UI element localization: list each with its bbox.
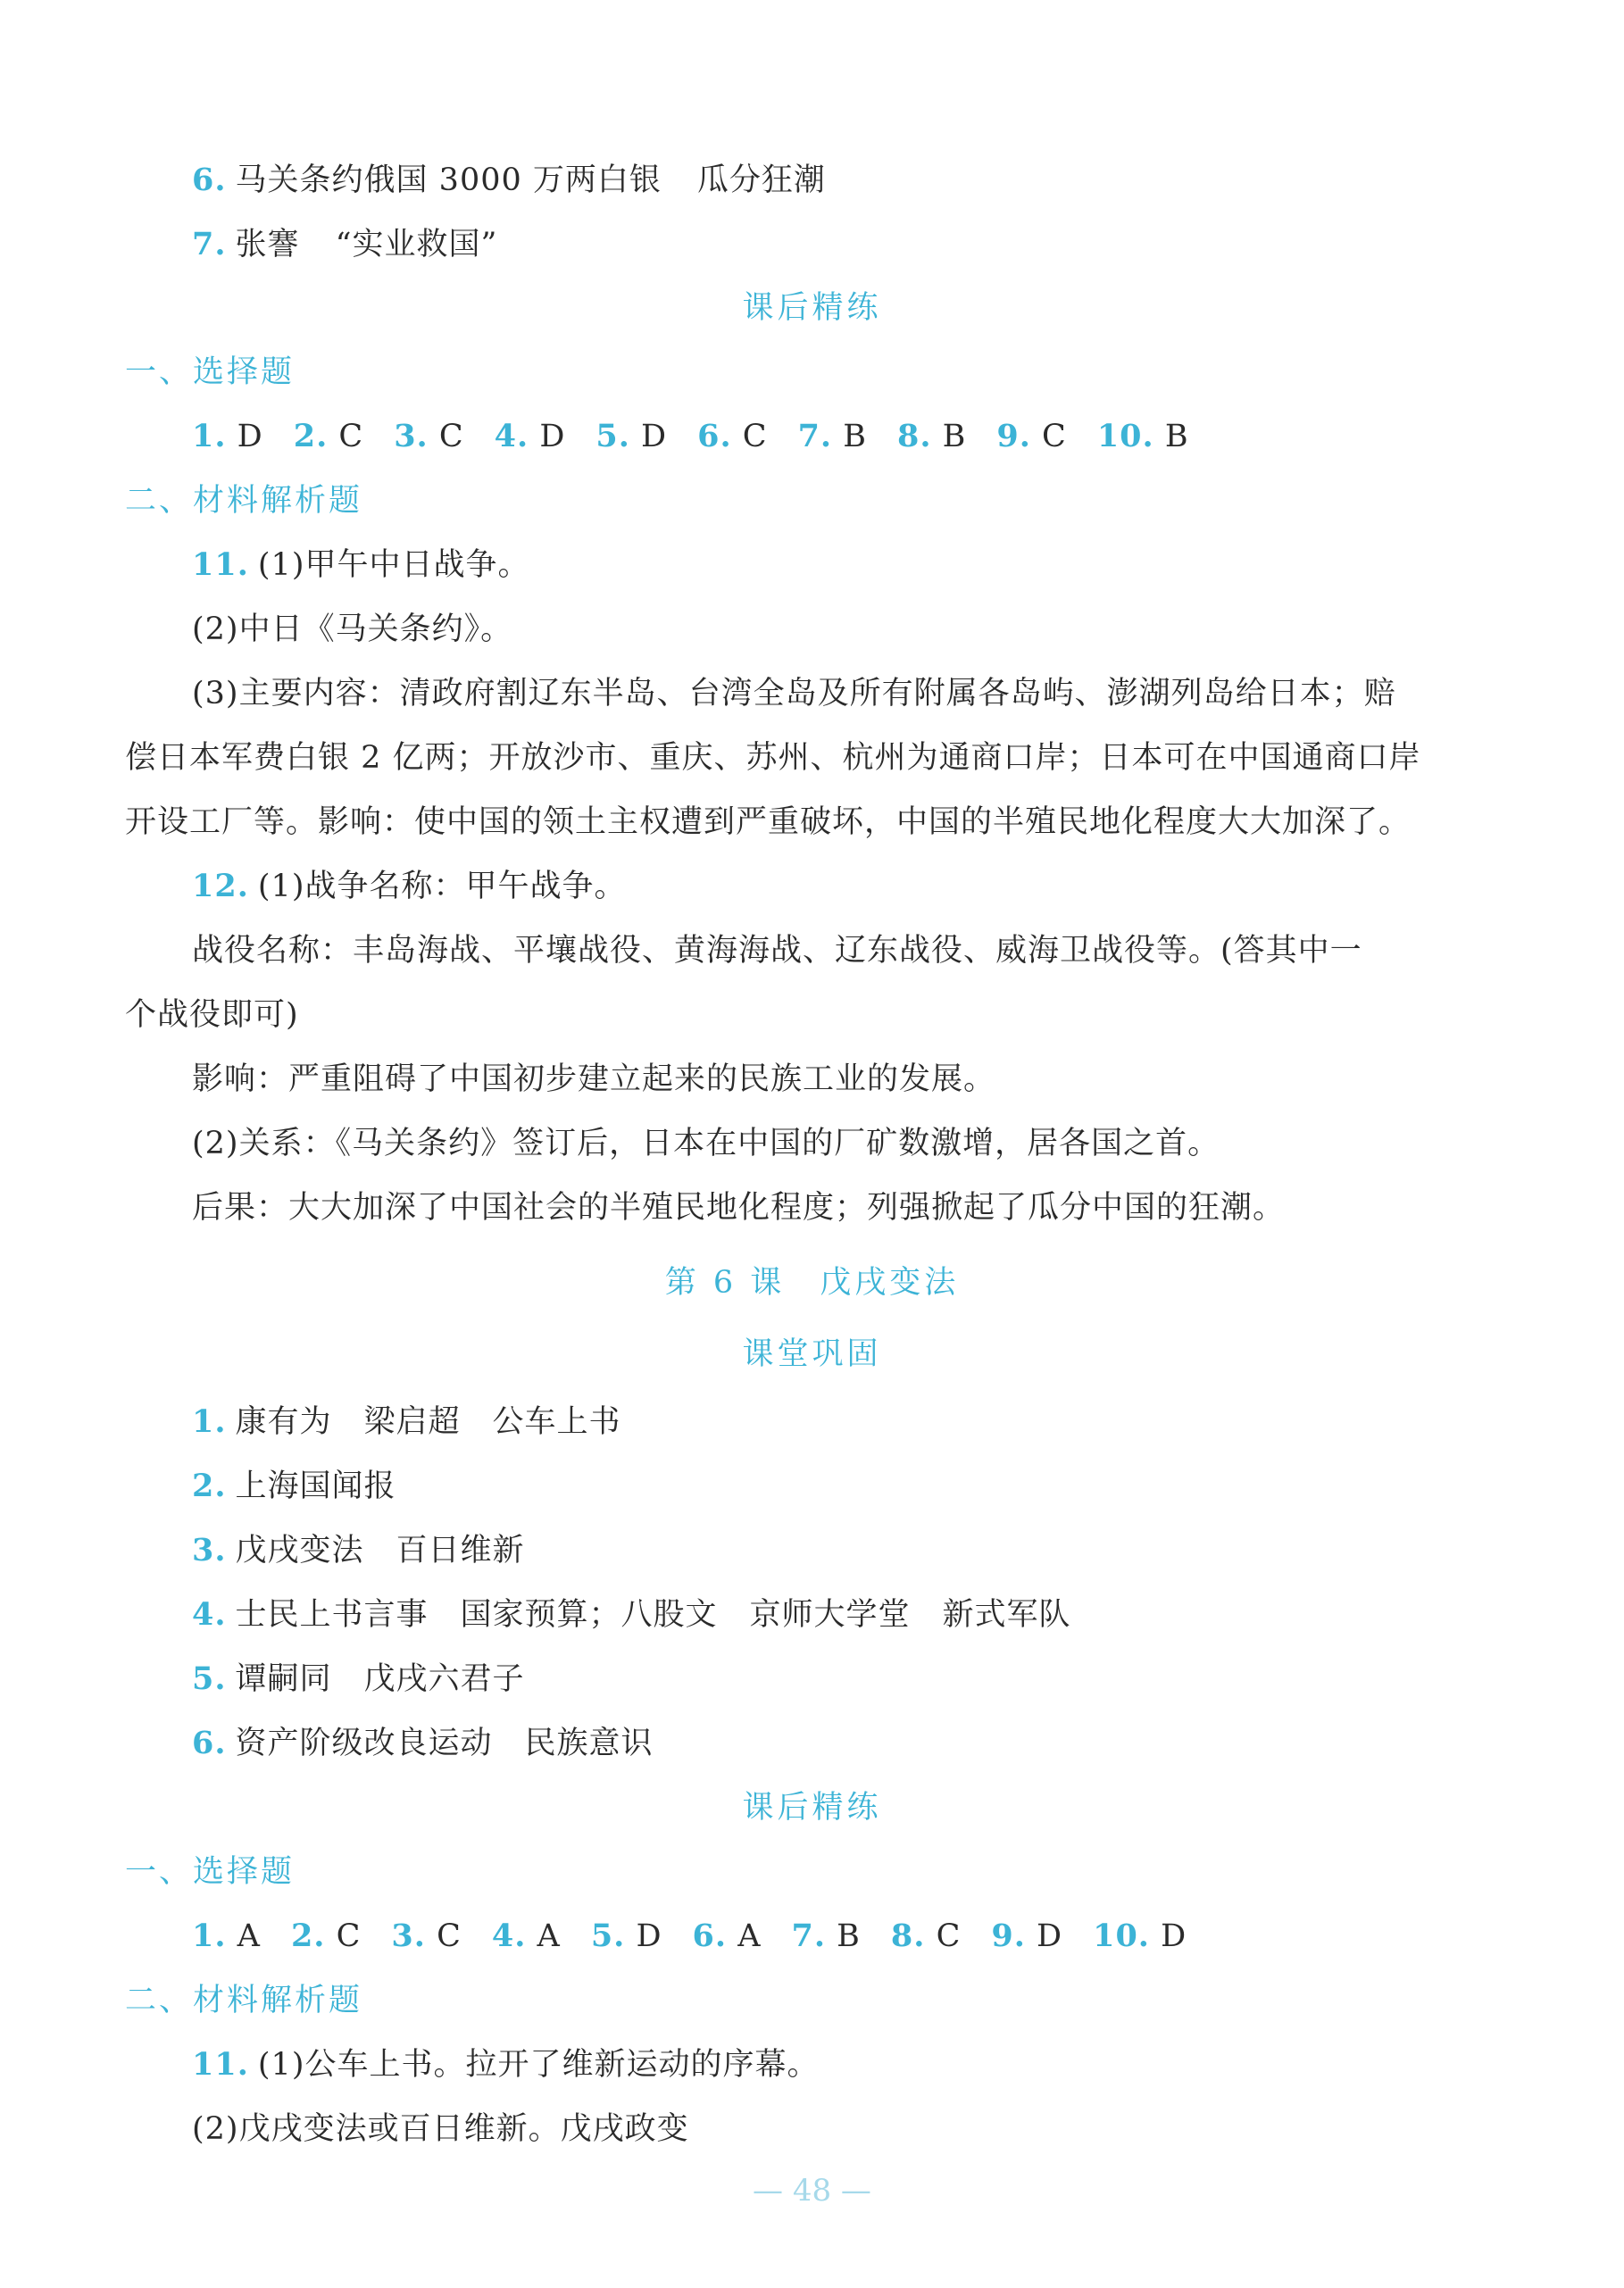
answer-line-11-3: (3)主要内容：清政府割辽东半岛、台湾全岛及所有附属各岛屿、澎湖列岛给日本；赔 xyxy=(192,676,1396,711)
answer-text: (1)甲午中日战争。 xyxy=(257,547,530,583)
answer-line-11-3-cont2: 开设工厂等。影响：使中国的领土主权遭到严重破坏，中国的半殖民地化程度大大加深了。 xyxy=(125,804,1412,840)
choice-answer xyxy=(192,1918,261,1954)
choice-number: 10. xyxy=(1096,418,1154,454)
choice-answer xyxy=(996,419,1066,454)
choice-letter: C xyxy=(425,1918,462,1954)
choice-letter: D xyxy=(629,419,668,454)
choice-number: 4. xyxy=(491,1918,527,1954)
choice-letter: D xyxy=(226,419,263,454)
answer-text: (1)公车上书。拉开了维新运动的序幕。 xyxy=(257,2047,820,2083)
lesson6-answer-11-2: (2)戊戌变法或百日维新。戊戌政变 xyxy=(192,2111,689,2147)
choice-number: 7. xyxy=(791,1918,827,1954)
choice-number: 4. xyxy=(494,418,529,454)
choice-number: 9. xyxy=(991,1918,1026,1954)
choice-answer xyxy=(492,1918,561,1954)
answer-text: 谭嗣同 戊戌六君子 xyxy=(235,1661,525,1697)
answer-text: “实业救国” xyxy=(335,227,498,262)
answer-line-12-3: 影响：严重阻碍了中国初步建立起来的民族工业的发展。 xyxy=(192,1061,996,1097)
classroom-answer-1 xyxy=(0,1402,1624,1442)
choice-letter: C xyxy=(1030,419,1067,454)
answer-line-12-2-cont: 个战役即可) xyxy=(125,997,299,1033)
choice-letter: B xyxy=(826,1918,861,1954)
lesson6-answer-11-1 xyxy=(0,2045,1624,2084)
choice-letter: D xyxy=(1150,1918,1187,1954)
answer-line-11-1 xyxy=(0,545,1624,585)
item-number: 12. xyxy=(192,868,249,904)
choice-number: 9. xyxy=(996,418,1031,454)
classroom-answer-5 xyxy=(0,1660,1624,1699)
answer-text: 士民上书言事 国家预算；八股文 京师大学堂 新式军队 xyxy=(235,1597,1071,1633)
answer-text: 张謇 xyxy=(235,227,300,262)
answer-line-12-1 xyxy=(0,867,1624,906)
choice-letter: C xyxy=(428,419,464,454)
answer-line-12-4: (2)关系：《马关条约》签订后，日本在中国的厂矿数激增，居各国之首。 xyxy=(192,1126,1220,1161)
item-number: 3. xyxy=(192,1532,227,1568)
section-choice-title: 一、选择题 xyxy=(125,354,296,390)
choice-number: 2. xyxy=(290,1918,326,1954)
choice-answer xyxy=(1097,419,1189,454)
answer-text: 资产阶级改良运动 民族意识 xyxy=(235,1726,654,1761)
item-number: 11. xyxy=(192,2046,249,2083)
choice-answers-row-2 xyxy=(0,1917,1624,1956)
lesson-title: 第 6 课 戊戌变法 xyxy=(664,1265,960,1301)
answer-line-6 xyxy=(0,161,1624,200)
choice-answer xyxy=(991,1918,1062,1954)
choice-answer xyxy=(798,419,867,454)
item-number: 11. xyxy=(192,546,249,583)
choice-letter: D xyxy=(625,1918,662,1954)
choice-number: 3. xyxy=(394,418,429,454)
choice-number: 5. xyxy=(595,418,630,454)
section-heading-practice-2: 课后精练 xyxy=(742,1790,882,1826)
choice-answer xyxy=(891,1918,961,1954)
choice-letter: A xyxy=(727,1918,762,1954)
choice-letter: A xyxy=(226,1918,261,1954)
section-material-title-2: 二、材料解析题 xyxy=(125,1983,363,2018)
classroom-answer-4 xyxy=(0,1595,1624,1635)
choice-number: 2. xyxy=(293,418,329,454)
choice-letter: B xyxy=(1153,419,1189,454)
choice-letter: A xyxy=(526,1918,561,1954)
choice-answer xyxy=(291,1918,361,1954)
answer-text: 康有为 梁启超 公车上书 xyxy=(235,1404,621,1440)
item-number: 4. xyxy=(192,1596,227,1633)
choice-number: 6. xyxy=(697,418,732,454)
page-number: — 48 — xyxy=(753,2173,871,2209)
choice-number: 1. xyxy=(192,418,227,454)
choice-letter: C xyxy=(325,1918,362,1954)
choice-number: 5. xyxy=(590,1918,626,1954)
choice-letter: C xyxy=(328,419,364,454)
choice-number: 7. xyxy=(797,418,833,454)
answer-text: 上海国闻报 xyxy=(235,1468,396,1504)
choice-answer xyxy=(792,1918,861,1954)
answer-text: 瓜分狂潮 xyxy=(696,162,826,198)
choice-number: 3. xyxy=(391,1918,426,1954)
section-material-title: 二、材料解析题 xyxy=(125,483,363,519)
item-number: 7. xyxy=(192,226,227,262)
classroom-answer-3 xyxy=(0,1531,1624,1570)
item-number: 6. xyxy=(192,1725,227,1761)
choice-number: 6. xyxy=(692,1918,728,1954)
item-number: 5. xyxy=(192,1660,227,1697)
answer-text: 马关条约俄国 3000 万两白银 xyxy=(235,162,662,198)
choice-answer xyxy=(391,1918,461,1954)
section-heading-classroom: 课堂巩固 xyxy=(742,1336,882,1372)
section-choice-title-2: 一、选择题 xyxy=(125,1854,296,1890)
choice-answer xyxy=(1093,1918,1187,1954)
choice-letter: C xyxy=(731,419,768,454)
answer-line-11-2: (2)中日《马关条约》。 xyxy=(192,612,513,647)
section-heading-practice: 课后精练 xyxy=(742,290,882,326)
answer-text: 戊戌变法 百日维新 xyxy=(235,1533,525,1568)
answer-line-12-2: 战役名称：丰岛海战、平壤战役、黄海海战、辽东战役、威海卫战役等。(答其中一 xyxy=(192,933,1362,969)
choice-number: 1. xyxy=(192,1918,227,1954)
choice-answer xyxy=(697,419,767,454)
item-number: 1. xyxy=(192,1403,227,1440)
choice-number: 8. xyxy=(890,1918,926,1954)
answer-text: (1)战争名称：甲午战争。 xyxy=(257,869,627,904)
choice-letter: D xyxy=(529,419,566,454)
choice-answer xyxy=(394,419,463,454)
classroom-answer-2 xyxy=(0,1467,1624,1506)
answer-line-7 xyxy=(0,225,1624,264)
choice-number: 8. xyxy=(896,418,932,454)
item-number: 2. xyxy=(192,1468,227,1504)
answer-line-12-5: 后果：大大加深了中国社会的半殖民地化程度；列强掀起了瓜分中国的狂潮。 xyxy=(192,1190,1286,1226)
item-number: 6. xyxy=(192,162,227,198)
choice-answer xyxy=(591,1918,662,1954)
choice-letter: B xyxy=(832,419,867,454)
answer-line-11-3-cont: 偿日本军费白银 2 亿两；开放沙市、重庆、苏州、杭州为通商口岸；日本可在中国通商口岸 xyxy=(125,740,1421,776)
choice-letter: D xyxy=(1025,1918,1063,1954)
choice-answers-row xyxy=(0,417,1624,456)
choice-answer xyxy=(897,419,966,454)
choice-answer xyxy=(595,419,667,454)
choice-answer xyxy=(192,419,263,454)
choice-answer xyxy=(693,1918,762,1954)
choice-answer xyxy=(495,419,566,454)
choice-number: 10. xyxy=(1093,1918,1150,1954)
choice-letter: B xyxy=(931,419,967,454)
choice-letter: C xyxy=(925,1918,962,1954)
choice-answer xyxy=(294,419,363,454)
classroom-answer-6 xyxy=(0,1724,1624,1763)
